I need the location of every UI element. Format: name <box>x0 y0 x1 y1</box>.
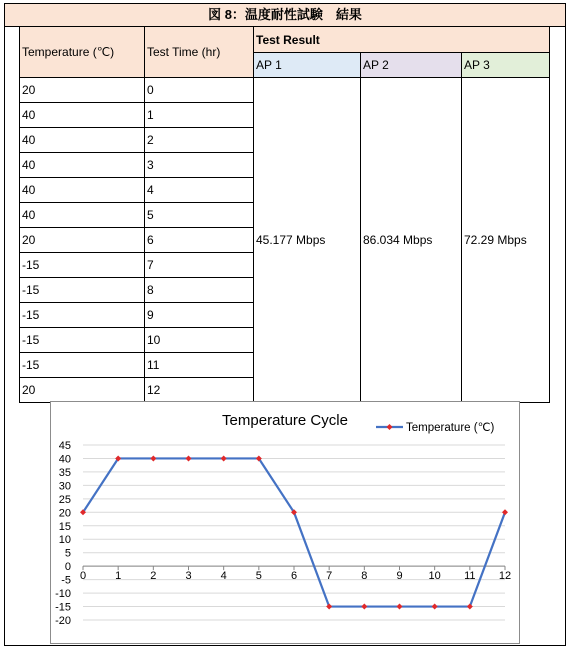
x-tick-label: 8 <box>361 570 368 583</box>
test-time-cell: 1 <box>145 103 254 128</box>
data-point <box>326 604 332 610</box>
temperature-cell: 40 <box>20 153 145 178</box>
temperature-cell: 20 <box>20 378 145 403</box>
test-time-cell: 8 <box>145 278 254 303</box>
y-tick-label: 20 <box>58 507 71 520</box>
result-ap2: 86.034 Mbps <box>361 78 462 403</box>
header-ap3: AP 3 <box>462 53 550 78</box>
y-tick-label: -20 <box>55 615 71 627</box>
test-time-cell: 10 <box>145 328 254 353</box>
y-tick-label: 35 <box>58 466 71 479</box>
temperature-cell: 20 <box>20 78 145 103</box>
y-tick-label: -15 <box>55 601 71 614</box>
data-point <box>432 604 438 610</box>
data-point <box>397 604 403 610</box>
test-time-cell: 3 <box>145 153 254 178</box>
test-time-cell: 9 <box>145 303 254 328</box>
data-point <box>467 604 473 610</box>
test-time-cell: 11 <box>145 353 254 378</box>
y-tick-label: 15 <box>58 520 71 533</box>
x-tick-label: 2 <box>150 570 157 583</box>
temperature-cell: -15 <box>20 353 145 378</box>
test-time-cell: 5 <box>145 203 254 228</box>
data-point <box>150 455 156 461</box>
chart-svg <box>51 402 519 643</box>
legend-marker-icon <box>387 424 393 430</box>
temperature-cell: -15 <box>20 303 145 328</box>
temperature-cell: -15 <box>20 253 145 278</box>
test-time-cell: 7 <box>145 253 254 278</box>
temperature-cell: 40 <box>20 178 145 203</box>
data-point <box>361 604 367 610</box>
y-tick-label: -10 <box>55 588 71 601</box>
x-tick-label: 11 <box>464 570 476 583</box>
result-ap3: 72.29 Mbps <box>462 78 550 403</box>
x-tick-label: 0 <box>79 570 87 583</box>
header-temperature: Temperature (℃) <box>20 27 145 78</box>
legend-label: Temperature (℃) <box>406 422 495 434</box>
series-line <box>83 458 505 606</box>
x-tick-label: 10 <box>428 570 441 583</box>
y-tick-label: 5 <box>64 547 71 560</box>
test-time-cell: 2 <box>145 128 254 153</box>
x-tick-label: 12 <box>498 570 512 583</box>
y-tick-label: -5 <box>61 574 71 587</box>
test-time-cell: 12 <box>145 378 254 403</box>
figure-title: 図 8：温度耐性試験 結果 <box>4 3 566 27</box>
y-tick-label: 0 <box>64 561 71 574</box>
x-tick-label: 5 <box>255 570 262 583</box>
temperature-cell: 40 <box>20 103 145 128</box>
temperature-cell: -15 <box>20 328 145 353</box>
header-ap1: AP 1 <box>254 53 361 78</box>
result-ap1: 45.177 Mbps <box>254 78 361 403</box>
x-tick-label: 7 <box>326 570 333 583</box>
temperature-cell: -15 <box>20 278 145 303</box>
header-test-time: Test Time (hr) <box>145 27 254 78</box>
y-tick-label: 10 <box>58 534 71 547</box>
temperature-chart <box>50 401 520 644</box>
x-tick-label: 4 <box>220 570 227 583</box>
y-tick-label: 45 <box>58 440 71 452</box>
temperature-cell: 40 <box>20 203 145 228</box>
y-tick-label: 40 <box>58 453 71 466</box>
data-point <box>502 509 508 515</box>
header-test-result: Test Result <box>254 27 550 53</box>
temperature-cell: 20 <box>20 228 145 253</box>
temperature-cell: 40 <box>20 128 145 153</box>
chart-title: Temperature Cycle <box>222 412 348 429</box>
test-time-cell: 4 <box>145 178 254 203</box>
results-table <box>19 26 550 403</box>
test-time-cell: 0 <box>145 78 254 103</box>
x-tick-label: 6 <box>290 570 298 583</box>
y-tick-label: 25 <box>58 493 71 506</box>
header-ap2: AP 2 <box>361 53 462 78</box>
data-point <box>186 455 192 461</box>
test-time-cell: 6 <box>145 228 254 253</box>
data-point <box>221 455 227 461</box>
x-tick-label: 3 <box>185 570 192 583</box>
x-tick-label: 9 <box>396 570 403 583</box>
table-row <box>20 78 550 103</box>
x-tick-label: 1 <box>115 570 122 583</box>
y-tick-label: 30 <box>58 480 71 493</box>
